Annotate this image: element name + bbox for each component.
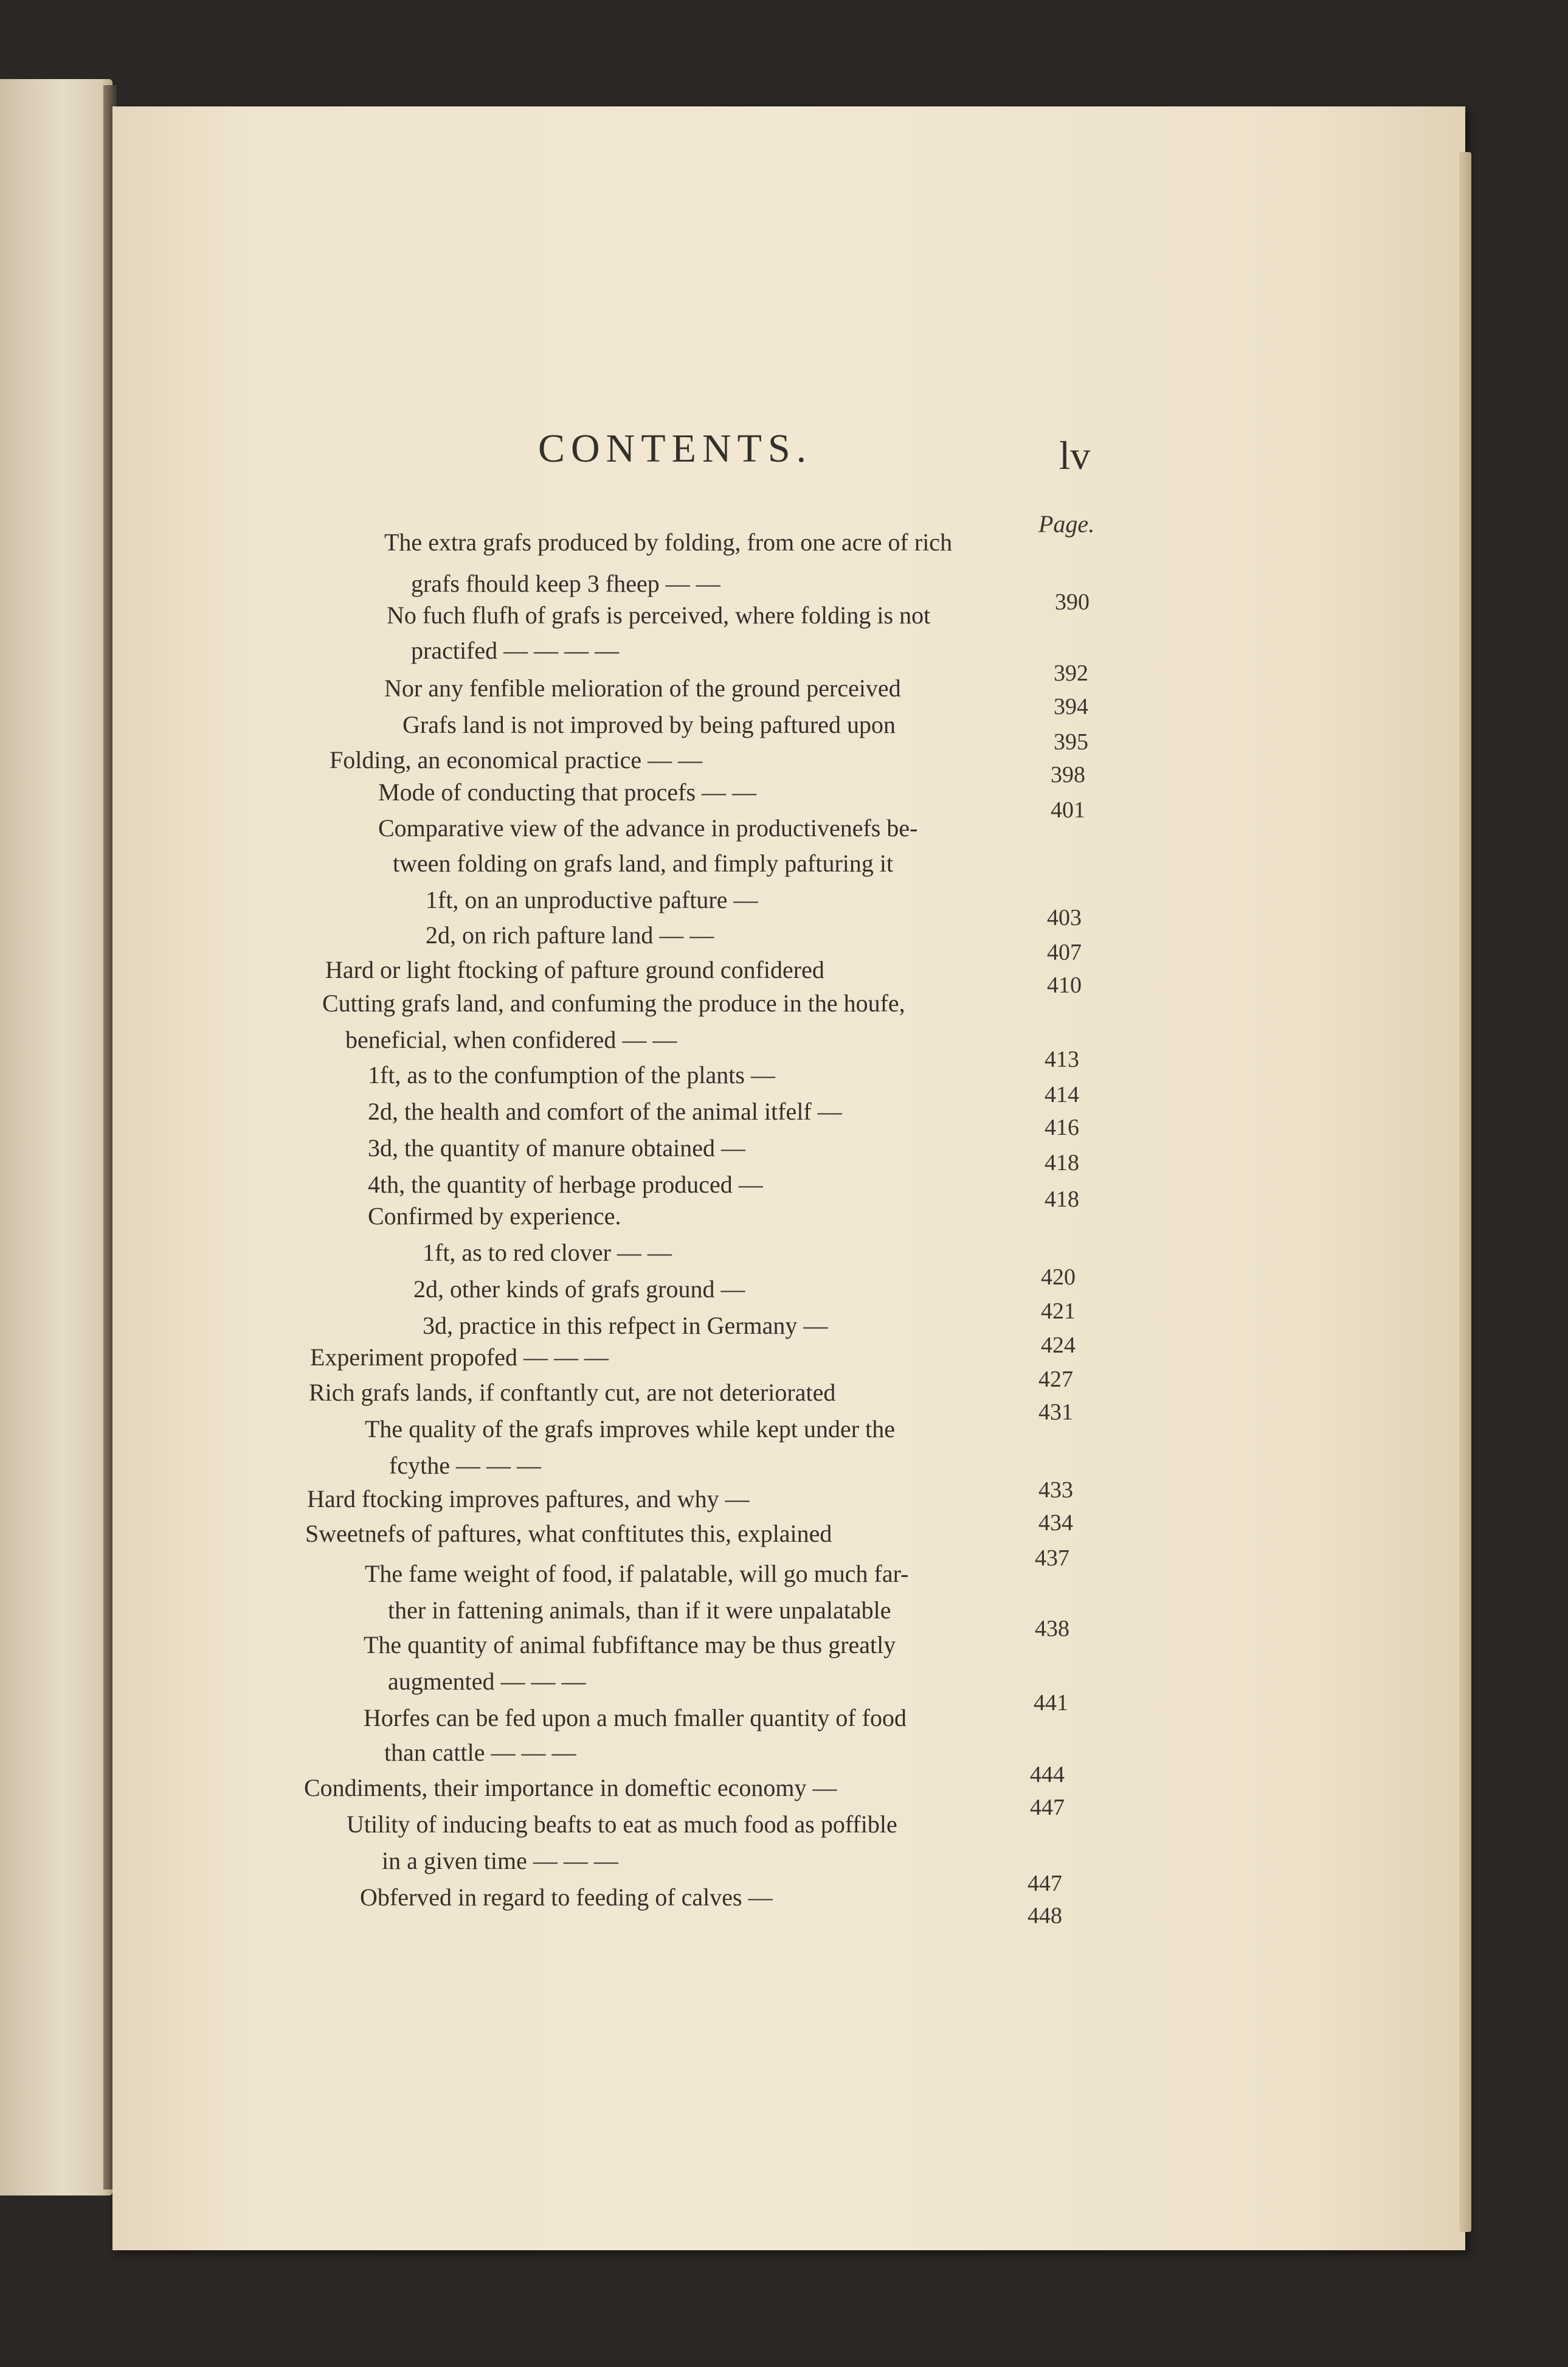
toc-page-number: 401	[1051, 797, 1085, 823]
toc-line: augmented — — —	[388, 1668, 586, 1695]
toc-line: 3d, practice in this refpect in Germany —	[423, 1312, 828, 1339]
toc-page-number: 433	[1038, 1477, 1073, 1503]
toc-page-number: 424	[1041, 1333, 1076, 1358]
toc-page-number: 420	[1041, 1264, 1076, 1290]
toc-line: 1ft, as to the confumption of the plants —	[368, 1061, 775, 1089]
toc-page-number: 444	[1030, 1762, 1065, 1787]
toc-line: fcythe — — —	[389, 1452, 541, 1479]
toc-page-number: 418	[1045, 1150, 1079, 1176]
toc-line: 1ft, as to red clover — —	[423, 1239, 672, 1266]
toc-page-number: 441	[1034, 1690, 1068, 1716]
toc-page-number: 414	[1045, 1082, 1079, 1107]
toc-page-number: 413	[1045, 1047, 1079, 1072]
toc-line: practifed — — — —	[411, 637, 620, 664]
toc-line: Utility of inducing beafts to eat as much food as poffible	[347, 1811, 897, 1838]
toc-line: The quantity of animal fubfiftance may be thus greatly	[364, 1631, 896, 1658]
toc-page-number: 447	[1027, 1871, 1062, 1896]
toc-page-number: 447	[1030, 1795, 1065, 1820]
toc-page-number: 431	[1038, 1399, 1073, 1425]
toc-page-number: 407	[1047, 940, 1082, 965]
toc-line: Experiment propofed — — —	[310, 1343, 609, 1371]
toc-line: Horfes can be fed upon a much fmaller quantity of food	[364, 1704, 907, 1731]
toc-line: Grafs land is not improved by being paftured upon	[402, 711, 896, 738]
toc-line: in a given time — — —	[382, 1847, 618, 1874]
toc-page-number: 394	[1054, 694, 1088, 719]
toc-line: Sweetnefs of paftures, what conftitutes this, explained	[305, 1520, 832, 1547]
toc-page-number: 421	[1041, 1298, 1076, 1324]
toc-page-number: 434	[1038, 1510, 1073, 1536]
toc-line: Folding, an economical practice — —	[330, 746, 703, 774]
toc-page-number: 418	[1045, 1187, 1079, 1212]
toc-page-number: 403	[1047, 905, 1082, 931]
page-column-label: Page.	[1038, 510, 1095, 538]
toc-line: 4th, the quantity of herbage produced —	[368, 1171, 763, 1198]
toc-line: The quality of the grafs improves while kept under the	[365, 1415, 895, 1443]
toc-line: Comparative view of the advance in productivenefs be-	[378, 814, 918, 842]
toc-page-number: 438	[1035, 1616, 1069, 1641]
toc-line: 2d, the health and comfort of the animal itfelf —	[368, 1098, 842, 1125]
toc-line: 2d, other kinds of grafs ground —	[413, 1275, 745, 1303]
toc-page-number: 448	[1027, 1903, 1062, 1929]
toc-page-number: 437	[1035, 1545, 1069, 1571]
toc-page-number: 398	[1051, 762, 1085, 788]
toc-page-number: 392	[1054, 660, 1088, 686]
toc-page-number: 395	[1054, 729, 1088, 755]
toc-line: Rich grafs lands, if conftantly cut, are not deteriorated	[309, 1379, 836, 1406]
toc-line: ther in fattening animals, than if it were unpalatable	[388, 1596, 891, 1624]
toc-line: No fuch flufh of grafs is perceived, where folding is not	[387, 601, 931, 629]
toc-line: 3d, the quantity of manure obtained —	[368, 1134, 745, 1162]
toc-line: Cutting grafs land, and confuming the produce in the houfe,	[322, 989, 905, 1017]
toc-line: 1ft, on an unproductive pafture —	[426, 886, 758, 913]
toc-line: 2d, on rich pafture land — —	[426, 921, 714, 949]
toc-page-number: 427	[1038, 1367, 1073, 1392]
toc-line: grafs fhould keep 3 fheep — —	[411, 570, 720, 597]
toc-line: The fame weight of food, if palatable, will go much far-	[365, 1560, 909, 1587]
folio-number: lv	[1059, 434, 1091, 478]
toc-line: Hard or light ftocking of pafture ground confidered	[325, 956, 824, 983]
toc-page-number: 416	[1045, 1115, 1079, 1140]
toc-line: Mode of conducting that procefs — —	[378, 778, 757, 806]
toc-line: beneficial, when confidered — —	[345, 1026, 677, 1053]
toc-line: Obferved in regard to feeding of calves —	[360, 1884, 773, 1911]
toc-page-number: 390	[1055, 589, 1090, 615]
toc-line: Nor any fenfible melioration of the ground perceived	[384, 674, 901, 702]
toc-line: Confirmed by experience.	[368, 1202, 621, 1230]
toc-line: Hard ftocking improves paftures, and why —	[307, 1485, 750, 1513]
toc-line: Condiments, their importance in domeftic economy —	[304, 1774, 837, 1801]
toc-line: tween folding on grafs land, and fimply pafturing it	[393, 850, 894, 877]
toc-line: The extra grafs produced by folding, from one acre of rich	[384, 529, 953, 556]
toc-line: than cattle — — —	[384, 1739, 576, 1766]
toc-page-number: 410	[1047, 972, 1082, 998]
page-title: CONTENTS.	[538, 426, 813, 471]
